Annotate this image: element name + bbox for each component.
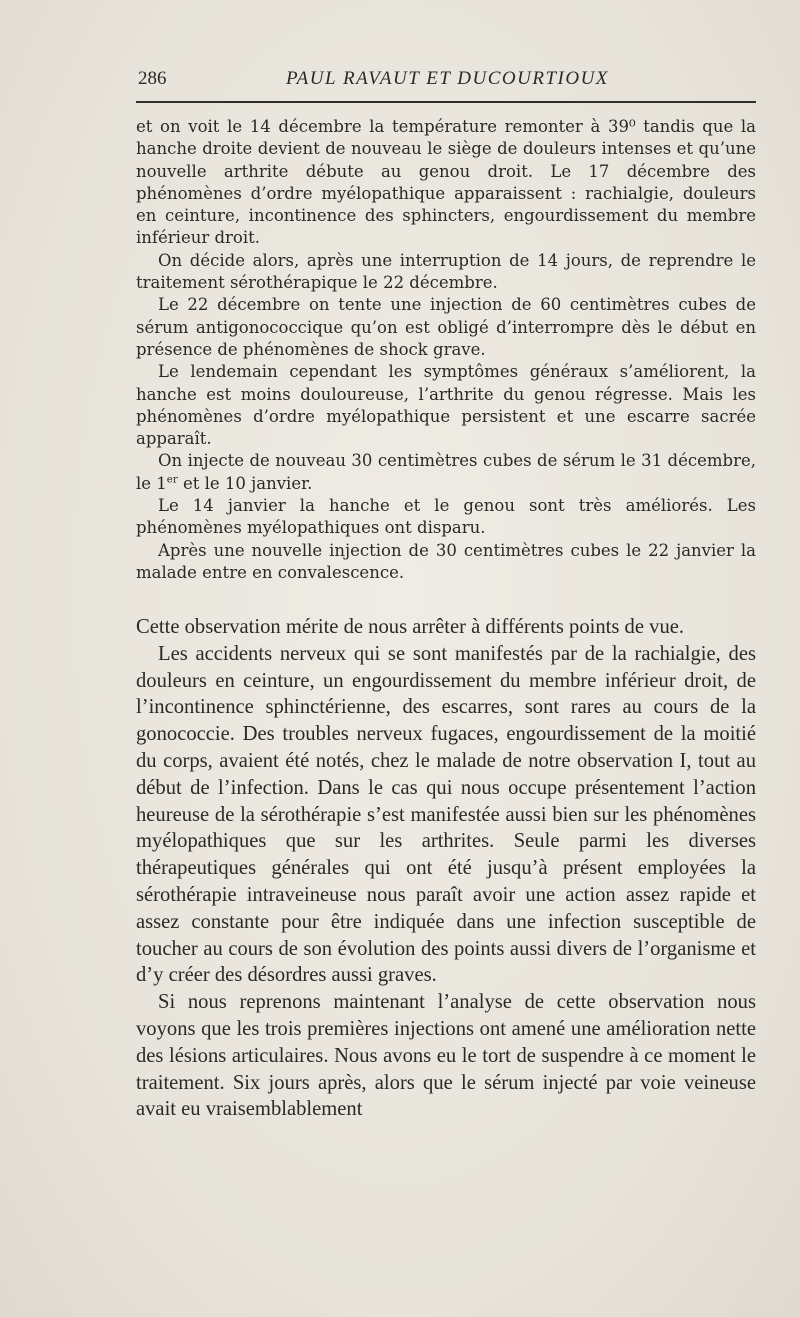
observation-text — [136, 116, 756, 584]
text-run: On injecte de nouveau 30 centimètres cubes de sérum le 31 décembre, le 1 — [136, 451, 756, 493]
running-head: PAUL RAVAUT ET DUCOURTIOUX — [286, 68, 609, 89]
discussion-paragraph: Si nous reprenons maintenant l’analyse de cette observation nous voyons que les trois premières injections ont amené une amélioration nette des lésions articulaires. Nous avons eu le tort de suspendre à ce moment le traitement. Six jours après, alors que le sérum injecté par voie veineuse avait eu vraisemblablement — [136, 991, 756, 1121]
discussion-text — [136, 614, 756, 1123]
observation-paragraph: On décide alors, après une interruption de 14 jours, de reprendre le traitement sérothérapique le 22 décembre. — [136, 250, 756, 293]
observation-paragraph: Le 22 décembre on tente une injection de 60 centimètres cubes de sérum antigonococcique qu’on est obligé d’interrompre dès le début en présence de phénomènes de shock grave. — [136, 295, 756, 359]
observation-paragraph — [136, 450, 756, 495]
ordinal-superscript: er — [166, 474, 178, 486]
page-header — [136, 68, 756, 94]
observation-paragraph: Le lendemain cependant les symptômes généraux s’améliorent, la hanche est moins douloureuse, l’arthrite du genou régresse. Mais les phénomènes d’ordre myélopathique persistent et une escarre sacrée apparaît. — [136, 362, 756, 449]
discussion-paragraph: Cette observation mérite de nous arrêter à différents points de vue. — [136, 616, 685, 638]
observation-paragraph: et on voit le 14 décembre la température remonter à 39⁰ tandis que la hanche droite devient de nouveau le siège de douleurs intenses et qu’une nouvelle arthrite débute au genou droit. Le 17 décembre des phénomènes d’ordre myélopathique apparaissent : rachialgie, douleurs en ceinture, incontinence des sphincters, engourdissement du membre inférieur droit. — [136, 117, 756, 248]
page-number: 286 — [138, 68, 167, 89]
text-run: et le 10 janvier. — [177, 473, 313, 493]
discussion-paragraph: Les accidents nerveux qui se sont manifestés par de la rachialgie, des douleurs en ceinture, un engourdissement du membre inférieur droit, de l’incontinence sphinctérienne, des escarres, sont rares au cours de la gonococcie. Des troubles nerveux fugaces, engourdissement de la moitié du corps, avaient été notés, chez le malade de notre observation I, tout au début de l’infection. Dans le cas qui nous occupe présentement l’action heureuse de la sérothérapie s’est manifestée aussi bien sur les phénomènes myélopathiques que sur les arthrites. Seule parmi les diverses thérapeutiques générales qui ont été jusqu’à présent employées la sérothérapie intraveineuse nous paraît avoir une action assez rapide et assez constante pour être indiquée dans une infection susceptible de toucher au cours de son évolution des points aussi divers de l’organisme et d’y créer des désordres aussi graves. — [136, 642, 756, 987]
observation-paragraph: Le 14 janvier la hanche et le genou sont très améliorés. Les phénomènes myélopathiques ont disparu. — [136, 496, 756, 538]
observation-paragraph: Après une nouvelle injection de 30 centimètres cubes le 22 janvier la malade entre en convalescence. — [136, 540, 756, 582]
header-rule — [136, 101, 756, 103]
